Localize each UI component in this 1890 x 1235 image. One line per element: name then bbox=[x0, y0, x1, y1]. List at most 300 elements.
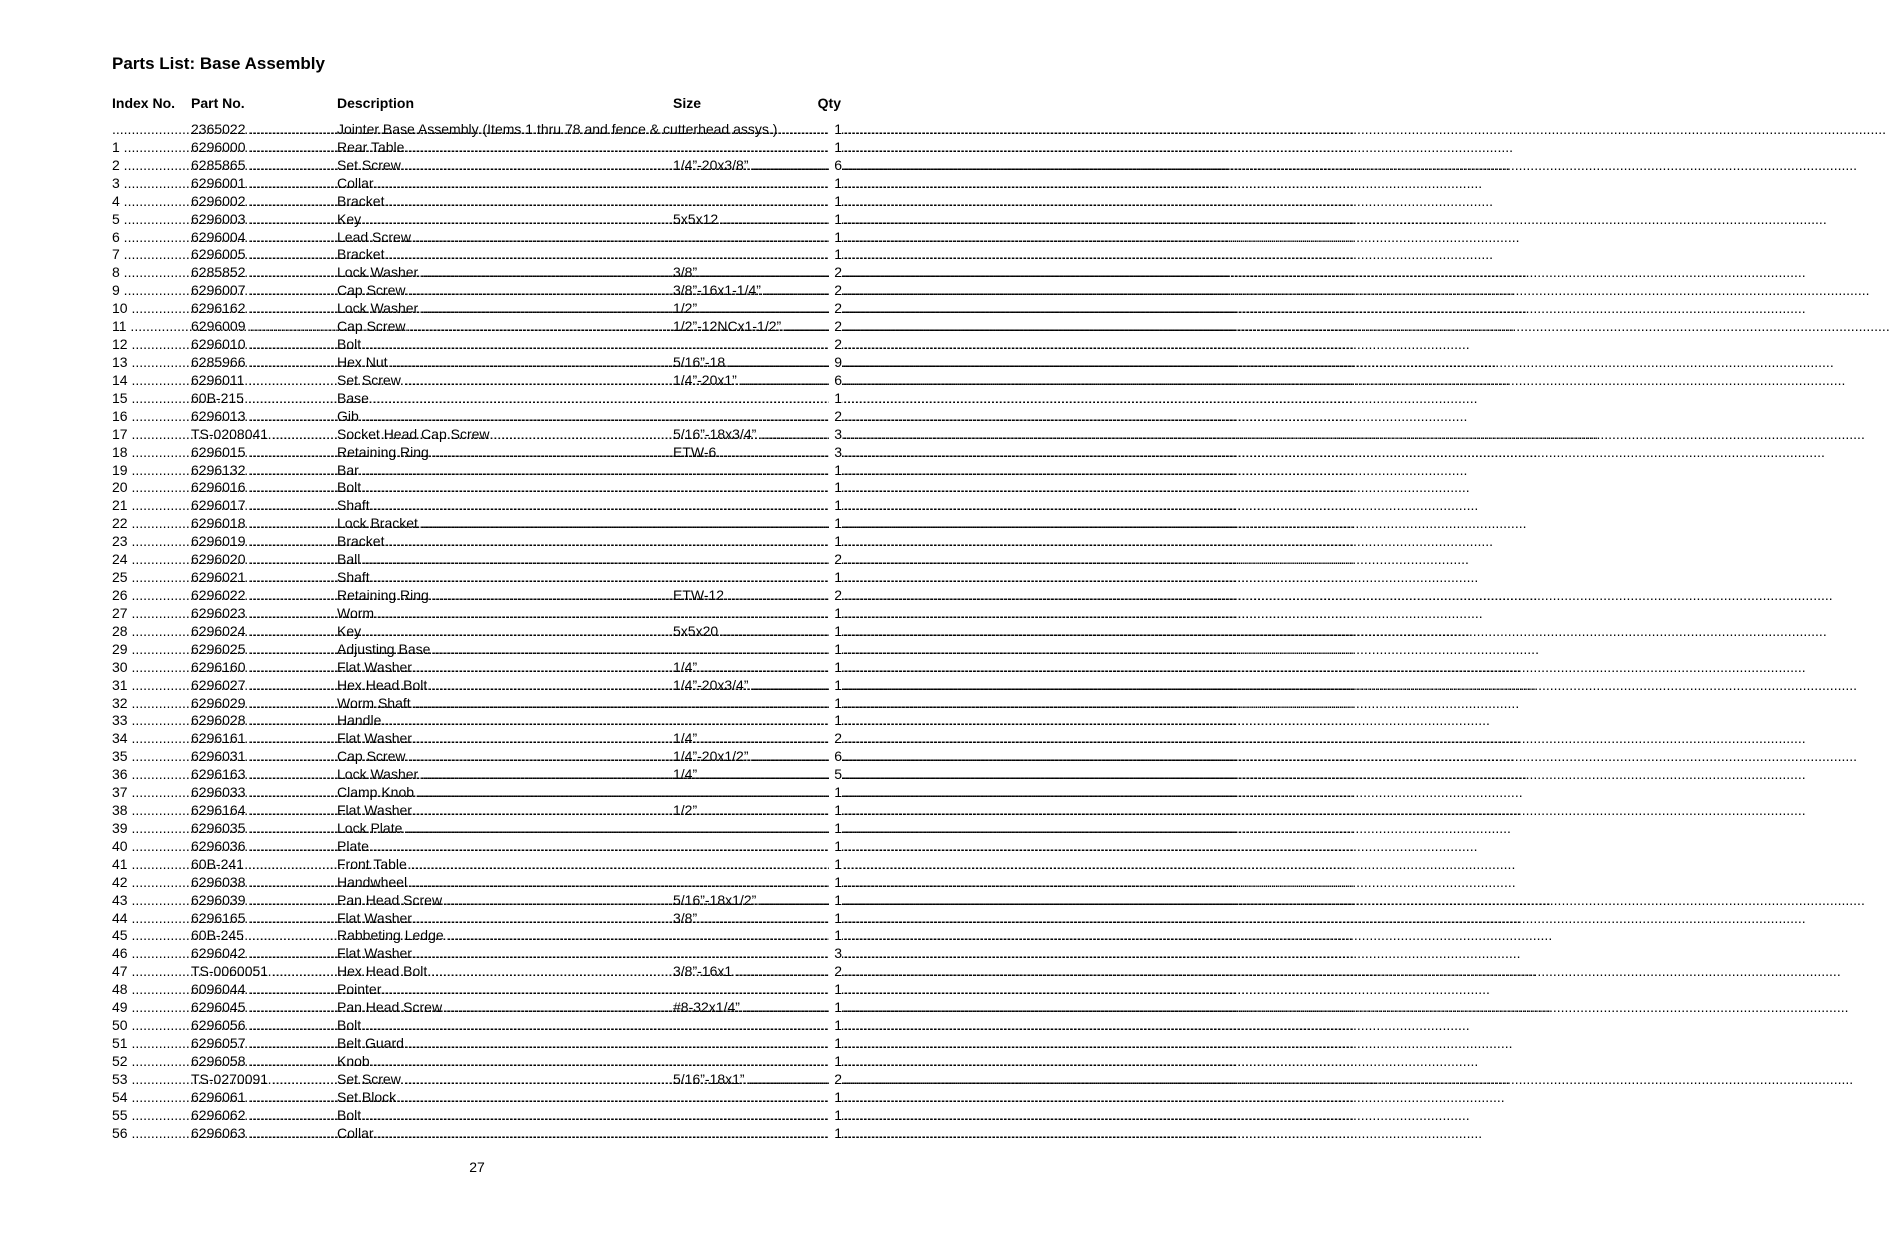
part-number-cell: 6296031 ..... bbox=[191, 748, 337, 766]
size-cell: 5/16”-18x1” ..... bbox=[673, 1071, 829, 1089]
qty-cell: 1 bbox=[829, 1107, 842, 1125]
table-row bbox=[112, 892, 841, 910]
index-cell: 44 ..... bbox=[112, 910, 191, 928]
part-number-cell: 6296003 ..... bbox=[191, 211, 337, 229]
qty-cell: 1 bbox=[829, 175, 842, 193]
part-number-cell: 2365022 ..... bbox=[191, 121, 337, 139]
index-cell: 54 ..... bbox=[112, 1089, 191, 1107]
part-number-cell: 6296005 ..... bbox=[191, 246, 337, 264]
qty-cell: 3 bbox=[829, 444, 842, 462]
part-number-cell: 6296021 ..... bbox=[191, 569, 337, 587]
index-cell: 19 ..... bbox=[112, 462, 191, 480]
part-number-cell: 6285966 ..... bbox=[191, 354, 337, 372]
part-number-cell: 6296162 ..... bbox=[191, 300, 337, 318]
index-cell: 38 ..... bbox=[112, 802, 191, 820]
qty-cell: 2 bbox=[829, 408, 842, 426]
size-cell: 1/2” ..... bbox=[673, 300, 829, 318]
description-cell: Pan Head Screw ..... bbox=[337, 892, 673, 910]
description-cell: Cap Screw ..... bbox=[337, 748, 673, 766]
description-cell: Flat Washer ..... bbox=[337, 659, 673, 677]
part-number-cell: 6285852 ..... bbox=[191, 264, 337, 282]
table-row bbox=[112, 981, 841, 999]
index-cell: 51 ..... bbox=[112, 1035, 191, 1053]
index-cell: 25 ..... bbox=[112, 569, 191, 587]
qty-cell: 9 bbox=[829, 354, 842, 372]
description-cell: Flat Washer ..... bbox=[337, 945, 829, 963]
table-row bbox=[112, 820, 841, 838]
qty-cell: 1 bbox=[829, 623, 842, 641]
index-cell: 32 ..... bbox=[112, 695, 191, 713]
table-row bbox=[112, 659, 841, 677]
qty-cell: 1 bbox=[829, 910, 842, 928]
size-cell: 1/4”-20x3/8” ..... bbox=[673, 157, 829, 175]
description-cell: Bolt ..... bbox=[337, 1017, 829, 1035]
description-cell: Rear Table ..... bbox=[337, 139, 829, 157]
qty-cell: 1 bbox=[829, 874, 842, 892]
qty-cell: 1 bbox=[829, 677, 842, 695]
table-row bbox=[112, 641, 841, 659]
description-cell: Handwheel ..... bbox=[337, 874, 829, 892]
table-row bbox=[112, 426, 841, 444]
table-row bbox=[112, 497, 841, 515]
index-cell: 20 ..... bbox=[112, 479, 191, 497]
part-number-cell: 6296057 ..... bbox=[191, 1035, 337, 1053]
part-number-cell: 6296132 ..... bbox=[191, 462, 337, 480]
table-row bbox=[112, 246, 841, 264]
description-cell: Jointer Base Assembly (Items 1 thru 78 and fence & cutterhead assys.) ..... bbox=[337, 121, 829, 139]
table-row bbox=[112, 390, 841, 408]
index-cell: 42 ..... bbox=[112, 874, 191, 892]
header-size: Size bbox=[673, 95, 702, 111]
description-cell: Clamp Knob ..... bbox=[337, 784, 829, 802]
table-row bbox=[112, 945, 841, 963]
qty-cell: 3 bbox=[829, 426, 842, 444]
part-number-cell: 6296165 ..... bbox=[191, 910, 337, 928]
table-row bbox=[112, 569, 841, 587]
description-cell: Cap Screw ..... bbox=[337, 318, 673, 336]
qty-cell: 1 bbox=[829, 139, 842, 157]
table-row bbox=[112, 766, 841, 784]
part-number-cell: 6296056 ..... bbox=[191, 1017, 337, 1035]
qty-cell: 2 bbox=[829, 318, 842, 336]
size-cell: 1/2” ..... bbox=[673, 802, 829, 820]
description-cell: Lead Screw ..... bbox=[337, 229, 829, 247]
description-cell: Flat Washer ..... bbox=[337, 802, 673, 820]
part-number-cell: 6296017 ..... bbox=[191, 497, 337, 515]
table-row bbox=[112, 533, 841, 551]
index-cell: 24 ..... bbox=[112, 551, 191, 569]
part-number-cell: 6296009 ..... bbox=[191, 318, 337, 336]
index-cell: 40 ..... bbox=[112, 838, 191, 856]
description-cell: Lock Plate ..... bbox=[337, 820, 829, 838]
part-number-cell: 6296062 ..... bbox=[191, 1107, 337, 1125]
part-number-cell: 6296024 ..... bbox=[191, 623, 337, 641]
qty-cell: 1 bbox=[829, 1089, 842, 1107]
qty-cell: 6 bbox=[829, 748, 842, 766]
index-cell: 36 ..... bbox=[112, 766, 191, 784]
table-row bbox=[112, 157, 841, 175]
qty-cell: 1 bbox=[829, 462, 842, 480]
qty-cell: 1 bbox=[829, 856, 842, 874]
header-part-no: Part No. bbox=[191, 95, 245, 111]
qty-cell: 1 bbox=[829, 479, 842, 497]
description-cell: Flat Washer ..... bbox=[337, 910, 673, 928]
index-cell: 29 ..... bbox=[112, 641, 191, 659]
table-row bbox=[112, 587, 841, 605]
index-cell: 30 ..... bbox=[112, 659, 191, 677]
table-row bbox=[112, 193, 841, 211]
description-cell: Worm Shaft ..... bbox=[337, 695, 829, 713]
part-number-cell: 6296002 ..... bbox=[191, 193, 337, 211]
part-number-cell: 6296004 ..... bbox=[191, 229, 337, 247]
table-row bbox=[112, 730, 841, 748]
description-cell: Bolt ..... bbox=[337, 1107, 829, 1125]
description-cell: Adjusting Base ..... bbox=[337, 641, 829, 659]
part-number-cell: 6296033 ..... bbox=[191, 784, 337, 802]
table-row bbox=[112, 1125, 841, 1143]
description-cell: Hex Nut ..... bbox=[337, 354, 673, 372]
qty-cell: 3 bbox=[829, 945, 842, 963]
size-cell: #8-32x1/4” ..... bbox=[673, 999, 829, 1017]
index-cell: 11 ..... bbox=[112, 318, 191, 336]
qty-cell: 1 bbox=[829, 569, 842, 587]
table-row bbox=[112, 1071, 841, 1089]
page-title: Parts List: Base Assembly bbox=[112, 54, 325, 73]
qty-cell: 6 bbox=[829, 157, 842, 175]
qty-cell: 1 bbox=[829, 1053, 842, 1071]
part-number-cell: 6296039 ..... bbox=[191, 892, 337, 910]
size-cell: 3/8” ..... bbox=[673, 264, 829, 282]
table-row bbox=[112, 1053, 841, 1071]
table-row bbox=[112, 963, 841, 981]
description-cell: Bar ..... bbox=[337, 462, 829, 480]
qty-cell: 1 bbox=[829, 246, 842, 264]
size-cell: 3/8”-16x1 ..... bbox=[673, 963, 829, 981]
part-number-cell: 6296013 ..... bbox=[191, 408, 337, 426]
description-cell: Flat Washer ..... bbox=[337, 730, 673, 748]
table-row bbox=[112, 623, 841, 641]
part-number-cell: 6296161 ..... bbox=[191, 730, 337, 748]
table-row bbox=[112, 515, 841, 533]
qty-cell: 1 bbox=[829, 641, 842, 659]
qty-cell: 2 bbox=[829, 282, 842, 300]
header-description: Description bbox=[337, 95, 415, 111]
description-cell: Bracket ..... bbox=[337, 533, 829, 551]
qty-cell: 1 bbox=[829, 1125, 842, 1143]
part-number-cell: 6096044 ..... bbox=[191, 981, 337, 999]
table-row bbox=[112, 354, 841, 372]
table-row bbox=[112, 462, 841, 480]
qty-cell: 1 bbox=[829, 533, 842, 551]
part-number-cell: 60B-241 ..... bbox=[191, 856, 337, 874]
table-row bbox=[112, 300, 841, 318]
description-cell: Key ..... bbox=[337, 211, 673, 229]
part-number-cell: 6296160 ..... bbox=[191, 659, 337, 677]
size-cell: 1/4”-20x1” ..... bbox=[673, 372, 829, 390]
qty-cell: 1 bbox=[829, 211, 842, 229]
index-cell bbox=[112, 121, 191, 139]
qty-cell: 2 bbox=[829, 264, 842, 282]
qty-cell: 1 bbox=[829, 229, 842, 247]
table-row bbox=[112, 874, 841, 892]
index-cell: 22 ..... bbox=[112, 515, 191, 533]
description-cell: Base ..... bbox=[337, 390, 829, 408]
index-cell: 53 ..... bbox=[112, 1071, 191, 1089]
parts-list bbox=[112, 121, 841, 1143]
page-number: 27 bbox=[469, 1159, 485, 1175]
description-cell: Rabbeting Ledge ..... bbox=[337, 927, 829, 945]
description-cell: Bracket ..... bbox=[337, 246, 829, 264]
part-number-cell: 6296022 ..... bbox=[191, 587, 337, 605]
qty-cell: 1 bbox=[829, 838, 842, 856]
qty-cell: 1 bbox=[829, 784, 842, 802]
table-row bbox=[112, 1089, 841, 1107]
index-cell: 5 ..... bbox=[112, 211, 191, 229]
part-number-cell: 6296015 ..... bbox=[191, 444, 337, 462]
table-row bbox=[112, 784, 841, 802]
index-cell: 48 ..... bbox=[112, 981, 191, 999]
part-number-cell: 60B-215 ..... bbox=[191, 390, 337, 408]
size-cell: 1/4” ..... bbox=[673, 766, 829, 784]
part-number-cell: 6296035 ..... bbox=[191, 820, 337, 838]
table-row bbox=[112, 121, 841, 139]
index-cell: 21 ..... bbox=[112, 497, 191, 515]
qty-cell: 2 bbox=[829, 963, 842, 981]
table-row bbox=[112, 605, 841, 623]
description-cell: Bolt ..... bbox=[337, 336, 829, 354]
header-qty: Qty bbox=[817, 95, 841, 111]
index-cell: 16 ..... bbox=[112, 408, 191, 426]
index-cell: 39 ..... bbox=[112, 820, 191, 838]
qty-cell: 1 bbox=[829, 927, 842, 945]
table-row bbox=[112, 479, 841, 497]
description-cell: Front Table ..... bbox=[337, 856, 829, 874]
description-cell: Hex Head Bolt ..... bbox=[337, 677, 673, 695]
qty-cell: 1 bbox=[829, 981, 842, 999]
part-number-cell: TS-0060051 ..... bbox=[191, 963, 337, 981]
part-number-cell: 6296016 ..... bbox=[191, 479, 337, 497]
qty-cell: 1 bbox=[829, 605, 842, 623]
table-row bbox=[112, 1107, 841, 1125]
part-number-cell: 6296023 ..... bbox=[191, 605, 337, 623]
index-cell: 49 ..... bbox=[112, 999, 191, 1017]
part-number-cell: 6285865 ..... bbox=[191, 157, 337, 175]
part-number-cell: 6296036 ..... bbox=[191, 838, 337, 856]
description-cell: Lock Washer ..... bbox=[337, 300, 673, 318]
table-row bbox=[112, 1035, 841, 1053]
index-cell: 1 ..... bbox=[112, 139, 191, 157]
description-cell: Shaft ..... bbox=[337, 497, 829, 515]
index-cell: 37 ..... bbox=[112, 784, 191, 802]
size-cell: ETW-6 ..... bbox=[673, 444, 829, 462]
part-number-cell: 6296020 ..... bbox=[191, 551, 337, 569]
index-cell: 28 ..... bbox=[112, 623, 191, 641]
index-cell: 27 ..... bbox=[112, 605, 191, 623]
description-cell: Bolt ..... bbox=[337, 479, 829, 497]
description-cell: Knob ..... bbox=[337, 1053, 829, 1071]
index-cell: 12 ..... bbox=[112, 336, 191, 354]
size-cell: 5/16”-18x1/2” ..... bbox=[673, 892, 829, 910]
index-cell: 47 ..... bbox=[112, 963, 191, 981]
description-cell: Collar ..... bbox=[337, 175, 829, 193]
size-cell: 5/16”-18 ..... bbox=[673, 354, 829, 372]
index-cell: 7 ..... bbox=[112, 246, 191, 264]
qty-cell: 5 bbox=[829, 766, 842, 784]
index-cell: 14 ..... bbox=[112, 372, 191, 390]
part-number-cell: 6296010 ..... bbox=[191, 336, 337, 354]
size-cell: 3/8” ..... bbox=[673, 910, 829, 928]
part-number-cell: 6296019 ..... bbox=[191, 533, 337, 551]
description-cell: Key ..... bbox=[337, 623, 673, 641]
size-cell: 1/4” ..... bbox=[673, 730, 829, 748]
qty-cell: 1 bbox=[829, 1017, 842, 1035]
index-cell: 50 ..... bbox=[112, 1017, 191, 1035]
qty-cell: 1 bbox=[829, 659, 842, 677]
part-number-cell: 6296007 ..... bbox=[191, 282, 337, 300]
index-cell: 18 ..... bbox=[112, 444, 191, 462]
index-cell: 34 ..... bbox=[112, 730, 191, 748]
table-row bbox=[112, 336, 841, 354]
size-cell: ETW-12 ..... bbox=[673, 587, 829, 605]
qty-cell: 2 bbox=[829, 336, 842, 354]
description-cell: Bracket ..... bbox=[337, 193, 829, 211]
table-row bbox=[112, 999, 841, 1017]
description-cell: Handle ..... bbox=[337, 712, 829, 730]
qty-cell: 1 bbox=[829, 892, 842, 910]
description-cell: Set Screw ..... bbox=[337, 1071, 673, 1089]
part-number-cell: 6296029 ..... bbox=[191, 695, 337, 713]
qty-cell: 2 bbox=[829, 551, 842, 569]
description-cell: Cap Screw ..... bbox=[337, 282, 673, 300]
description-cell: Pan Head Screw ..... bbox=[337, 999, 673, 1017]
part-number-cell: 6296000 ..... bbox=[191, 139, 337, 157]
table-row bbox=[112, 372, 841, 390]
table-row bbox=[112, 927, 841, 945]
size-cell: 1/4” ..... bbox=[673, 659, 829, 677]
description-cell: Shaft ..... bbox=[337, 569, 829, 587]
qty-cell: 1 bbox=[829, 390, 842, 408]
part-number-cell: 6296164 ..... bbox=[191, 802, 337, 820]
description-cell: Socket Head Cap Screw ..... bbox=[337, 426, 673, 444]
part-number-cell: 6296001 ..... bbox=[191, 175, 337, 193]
part-number-cell: 6296038 ..... bbox=[191, 874, 337, 892]
table-row bbox=[112, 748, 841, 766]
index-cell: 2 ..... bbox=[112, 157, 191, 175]
index-cell: 52 ..... bbox=[112, 1053, 191, 1071]
size-cell: 5/16”-18x3/4” ..... bbox=[673, 426, 829, 444]
part-number-cell: 60B-245 ..... bbox=[191, 927, 337, 945]
index-cell: 3 ..... bbox=[112, 175, 191, 193]
qty-cell: 6 bbox=[829, 372, 842, 390]
qty-cell: 1 bbox=[829, 515, 842, 533]
qty-cell: 1 bbox=[829, 695, 842, 713]
part-number-cell: 6296028 ..... bbox=[191, 712, 337, 730]
table-row bbox=[112, 838, 841, 856]
part-number-cell: TS-0270091 ..... bbox=[191, 1071, 337, 1089]
qty-cell: 1 bbox=[829, 820, 842, 838]
description-cell: Pointer ..... bbox=[337, 981, 829, 999]
description-cell: Ball ..... bbox=[337, 551, 829, 569]
index-cell: 35 ..... bbox=[112, 748, 191, 766]
table-row bbox=[112, 408, 841, 426]
part-number-cell: 6296027 ..... bbox=[191, 677, 337, 695]
description-cell: Retaining Ring ..... bbox=[337, 444, 673, 462]
size-cell: 1/4”-20x1/2” ..... bbox=[673, 748, 829, 766]
size-cell: 1/2”-12NCx1-1/2” ..... bbox=[673, 318, 829, 336]
size-cell: 3/8”-16x1-1/4” ..... bbox=[673, 282, 829, 300]
index-cell: 33 ..... bbox=[112, 712, 191, 730]
qty-cell: 2 bbox=[829, 730, 842, 748]
size-cell: 1/4”-20x3/4” ..... bbox=[673, 677, 829, 695]
table-row bbox=[112, 802, 841, 820]
table-row bbox=[112, 229, 841, 247]
index-cell: 46 ..... bbox=[112, 945, 191, 963]
qty-cell: 1 bbox=[829, 497, 842, 515]
index-cell: 56 ..... bbox=[112, 1125, 191, 1143]
qty-cell: 2 bbox=[829, 587, 842, 605]
qty-cell: 1 bbox=[829, 712, 842, 730]
part-number-cell: 6296018 ..... bbox=[191, 515, 337, 533]
description-cell: Set Screw ..... bbox=[337, 372, 673, 390]
index-cell: 4 ..... bbox=[112, 193, 191, 211]
part-number-cell: 6296058 ..... bbox=[191, 1053, 337, 1071]
description-cell: Lock Bracket ..... bbox=[337, 515, 829, 533]
part-number-cell: 6296025 ..... bbox=[191, 641, 337, 659]
qty-cell: 2 bbox=[829, 1071, 842, 1089]
index-cell: 43 ..... bbox=[112, 892, 191, 910]
table-row bbox=[112, 264, 841, 282]
qty-cell: 1 bbox=[829, 802, 842, 820]
size-cell: 5x5x20 ..... bbox=[673, 623, 829, 641]
description-cell: Worm ..... bbox=[337, 605, 829, 623]
part-number-cell: 6296045 ..... bbox=[191, 999, 337, 1017]
part-number-cell: 6296042 ..... bbox=[191, 945, 337, 963]
table-row bbox=[112, 282, 841, 300]
index-cell: 15 ..... bbox=[112, 390, 191, 408]
qty-cell: 1 bbox=[829, 999, 842, 1017]
qty-cell: 1 bbox=[829, 1035, 842, 1053]
qty-cell: 2 bbox=[829, 300, 842, 318]
index-cell: 10 ..... bbox=[112, 300, 191, 318]
description-cell: Belt Guard ..... bbox=[337, 1035, 829, 1053]
index-cell: 13 ..... bbox=[112, 354, 191, 372]
index-cell: 31 ..... bbox=[112, 677, 191, 695]
index-cell: 17 ..... bbox=[112, 426, 191, 444]
index-cell: 55 ..... bbox=[112, 1107, 191, 1125]
qty-cell: 1 bbox=[829, 121, 842, 139]
description-cell: Lock Washer ..... bbox=[337, 264, 673, 282]
description-cell: Hex Head Bolt ..... bbox=[337, 963, 673, 981]
table-row bbox=[112, 856, 841, 874]
table-row bbox=[112, 211, 841, 229]
size-cell: 5x5x12 ..... bbox=[673, 211, 829, 229]
description-cell: Plate ..... bbox=[337, 838, 829, 856]
part-number-cell: 6296011 ..... bbox=[191, 372, 337, 390]
table-row bbox=[112, 551, 841, 569]
part-number-cell: 6296063 ..... bbox=[191, 1125, 337, 1143]
index-cell: 8 ..... bbox=[112, 264, 191, 282]
description-cell: Collar ..... bbox=[337, 1125, 829, 1143]
index-cell: 45 ..... bbox=[112, 927, 191, 945]
index-cell: 9 ..... bbox=[112, 282, 191, 300]
description-cell: Set Block ..... bbox=[337, 1089, 829, 1107]
table-row bbox=[112, 677, 841, 695]
part-number-cell: 6296061 ..... bbox=[191, 1089, 337, 1107]
index-cell: 6 ..... bbox=[112, 229, 191, 247]
table-row bbox=[112, 175, 841, 193]
table-row bbox=[112, 712, 841, 730]
description-cell: Lock Washer ..... bbox=[337, 766, 673, 784]
